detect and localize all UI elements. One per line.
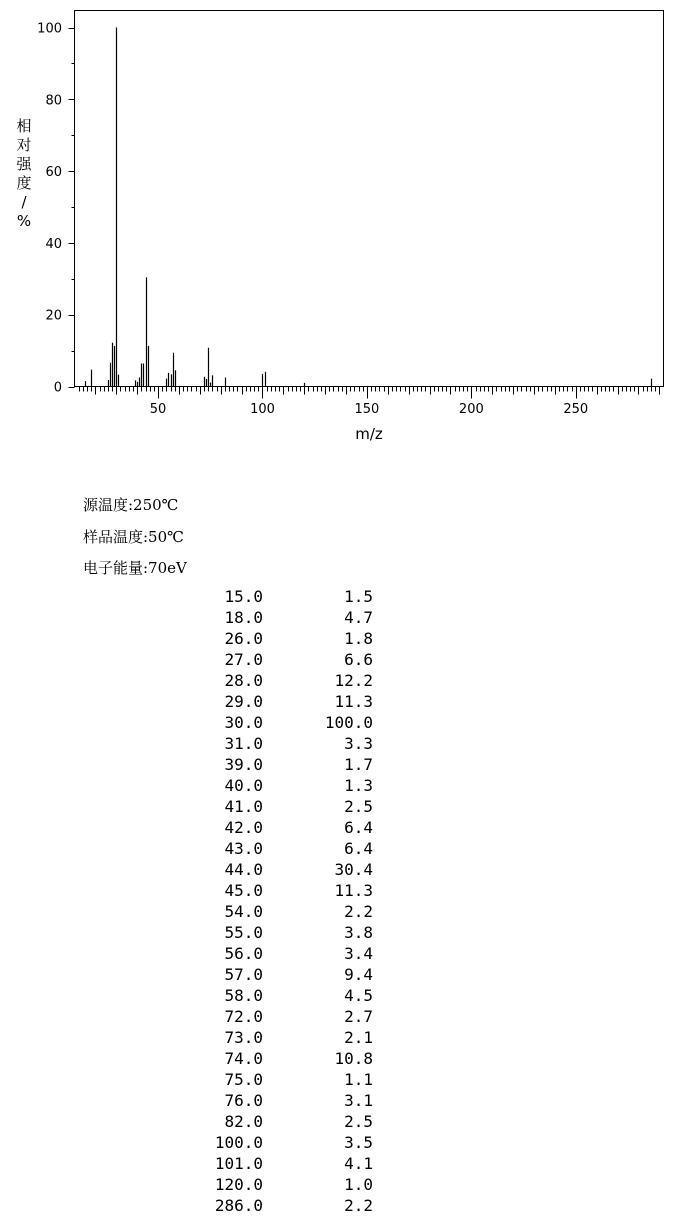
peak-mz-value: 100.0 (214, 1133, 263, 1152)
table-row (0, 733, 400, 754)
x-tick-label: 100 (250, 402, 275, 417)
table-row (0, 628, 400, 649)
table-row (0, 817, 400, 838)
table-row (0, 1006, 400, 1027)
table-row (0, 796, 400, 817)
table-row (0, 607, 400, 628)
x-tick-label: 150 (354, 402, 380, 417)
table-row (0, 1048, 400, 1069)
table-row (0, 670, 400, 691)
peak-intensity-value: 2.5 (344, 797, 373, 816)
electron-energy: 电子能量:70eV (83, 559, 187, 577)
conditions-block (83, 491, 187, 586)
peak-intensity-value: 6.4 (344, 818, 373, 837)
peak-bars (86, 28, 652, 387)
peak-intensity-value: 2.1 (344, 1028, 373, 1047)
peak-intensity-value: 1.0 (344, 1175, 373, 1194)
x-tick-label: 50 (149, 402, 167, 417)
table-row (0, 859, 400, 880)
peak-mz-value: 54.0 (224, 902, 263, 921)
peak-mz-value: 31.0 (224, 734, 263, 753)
x-tick-label: 250 (563, 402, 589, 417)
peak-intensity-value: 1.8 (344, 629, 373, 648)
peak-mz-value: 74.0 (224, 1049, 263, 1068)
peak-intensity-value: 4.1 (344, 1154, 373, 1173)
peak-mz-value: 41.0 (224, 797, 263, 816)
table-row (0, 649, 400, 670)
peak-mz-value: 75.0 (224, 1070, 263, 1089)
table-row (0, 586, 400, 607)
peak-intensity-value: 3.3 (344, 734, 373, 753)
peak-intensity-value: 3.1 (344, 1091, 373, 1110)
peak-intensity-value: 4.7 (344, 608, 373, 627)
peak-intensity-value: 2.2 (344, 902, 373, 921)
table-row (0, 1111, 400, 1132)
peak-intensity-value: 3.5 (344, 1133, 373, 1152)
peak-mz-value: 58.0 (224, 986, 263, 1005)
table-row (0, 754, 400, 775)
y-axis-label: 相对强度/ % (16, 117, 32, 230)
peak-intensity-value: 2.5 (344, 1112, 373, 1131)
table-row (0, 985, 400, 1006)
y-tick-label: 40 (45, 236, 62, 252)
table-row (0, 1174, 400, 1195)
peak-intensity-value: 1.1 (344, 1070, 373, 1089)
peak-mz-value: 82.0 (224, 1112, 263, 1131)
table-row (0, 775, 400, 796)
table-row (0, 901, 400, 922)
peak-intensity-value: 11.3 (334, 881, 373, 900)
y-tick-label: 100 (37, 21, 62, 37)
peak-intensity-value: 1.3 (344, 776, 373, 795)
y-tick-label: 0 (53, 380, 62, 396)
table-row (0, 1027, 400, 1048)
table-row (0, 1153, 400, 1174)
sample-temperature: 样品温度:50℃ (83, 527, 184, 546)
peak-mz-value: 42.0 (224, 818, 263, 837)
x-axis-label: m/z (355, 425, 383, 443)
y-tick-label: 60 (45, 165, 62, 181)
table-row (0, 691, 400, 712)
peak-intensity-value: 4.5 (344, 986, 373, 1005)
table-row (0, 1132, 400, 1153)
table-row (0, 1195, 400, 1216)
table-row (0, 964, 400, 985)
peak-intensity-value: 6.6 (344, 650, 373, 669)
peak-mz-value: 18.0 (224, 608, 263, 627)
y-axis (37, 22, 74, 396)
y-tick-label: 80 (45, 93, 62, 109)
peak-mz-value: 26.0 (224, 629, 263, 648)
peak-intensity-value: 6.4 (344, 839, 373, 858)
table-row (0, 838, 400, 859)
y-tick-label: 20 (45, 308, 62, 324)
peak-mz-value: 43.0 (224, 839, 263, 858)
peak-intensity-value: 9.4 (344, 965, 373, 984)
peak-intensity-value: 10.8 (334, 1049, 373, 1068)
peak-mz-value: 44.0 (224, 860, 263, 879)
table-row (0, 1069, 400, 1090)
peak-table (0, 586, 400, 1216)
table-row (0, 943, 400, 964)
source-temperature: 源温度:250℃ (83, 496, 179, 514)
peak-mz-value: 120.0 (214, 1175, 263, 1194)
peak-intensity-value: 11.3 (334, 692, 373, 711)
plot-frame (75, 11, 664, 387)
peak-mz-value: 101.0 (214, 1154, 263, 1173)
peak-intensity-value: 2.2 (344, 1196, 373, 1215)
peak-mz-value: 27.0 (224, 650, 263, 669)
x-axis (80, 387, 660, 418)
peak-mz-value: 56.0 (224, 944, 263, 963)
peak-mz-value: 57.0 (224, 965, 263, 984)
peak-mz-value: 39.0 (224, 755, 263, 774)
peak-mz-value: 45.0 (224, 881, 263, 900)
peak-intensity-value: 3.4 (344, 944, 373, 963)
peak-mz-value: 28.0 (224, 671, 263, 690)
table-row (0, 922, 400, 943)
peak-intensity-value: 30.4 (334, 860, 373, 879)
peak-intensity-value: 2.7 (344, 1007, 373, 1026)
peak-intensity-value: 1.7 (344, 755, 373, 774)
mass-spectrum-chart (0, 0, 687, 450)
peak-mz-value: 72.0 (224, 1007, 263, 1026)
peak-intensity-value: 12.2 (334, 671, 373, 690)
table-row (0, 1090, 400, 1111)
peak-intensity-value: 1.5 (344, 587, 373, 606)
peak-mz-value: 40.0 (224, 776, 263, 795)
table-row (0, 712, 400, 733)
peak-mz-value: 76.0 (224, 1091, 263, 1110)
peak-mz-value: 286.0 (214, 1196, 263, 1215)
peak-intensity-value: 3.8 (344, 923, 373, 942)
peak-mz-value: 30.0 (224, 713, 263, 732)
table-row (0, 880, 400, 901)
peak-mz-value: 73.0 (224, 1028, 263, 1047)
x-tick-label: 200 (458, 402, 484, 417)
peak-mz-value: 55.0 (224, 923, 263, 942)
peak-mz-value: 29.0 (224, 692, 263, 711)
peak-mz-value: 15.0 (224, 587, 263, 606)
peak-intensity-value: 100.0 (324, 713, 373, 732)
